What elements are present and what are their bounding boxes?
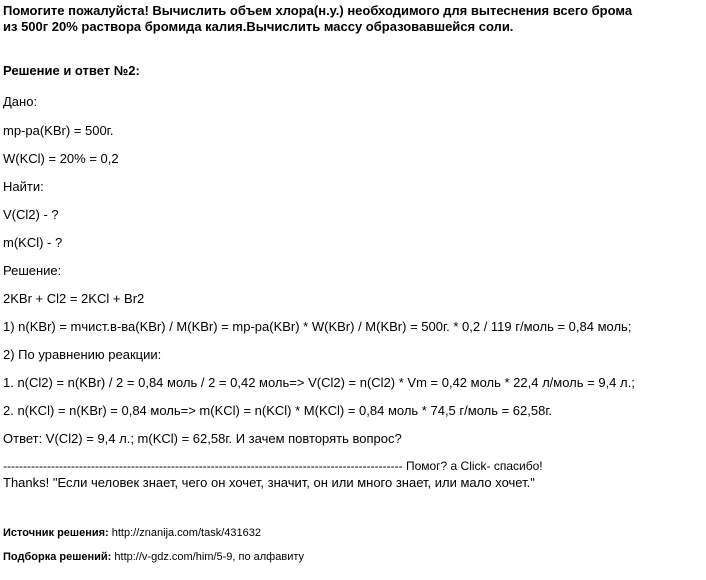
source-line [3,527,261,539]
selection-suffix: , по алфавиту [232,551,305,563]
solution-line: V(Cl2) - ? [3,207,59,222]
solution-line: m(KCl) - ? [3,235,63,250]
separator-dashes: ---------------------------------------------------------------------------------------------------- [3,459,403,473]
thanks-quote: Thanks! "Если человек знает, чего он хочет, значит, он или много знает, или мало хочет." [3,475,535,490]
solution-line: 1. n(Cl2) = n(KBr) / 2 = 0,84 моль / 2 = 0,42 моль=> V(Cl2) = n(Cl2) * Vm = 0,42 моль * 22,4 л/моль = 9,4 л.; [3,375,635,390]
solution-line: 2KBr + Cl2 = 2KCl + Br2 [3,291,145,306]
solution-line: 2) По уравнению реакции: [3,347,162,362]
selection-link[interactable]: http://v-gdz.com/him/5-9 [114,551,233,563]
solution-line: W(KCl) = 20% = 0,2 [3,151,119,166]
question-text [3,3,706,35]
source-link[interactable]: http://znanija.com/task/431632 [111,527,261,539]
question-line-1: Помогите пожалуйста! Вычислить объем хлора(н.у.) необходимого для вытеснения всего брома [3,3,633,18]
thanks-prompt: Помог? а Click- спасибо! [402,459,543,473]
selection-label: Подборка решений: [3,551,112,563]
solution-line: 2. n(KCl) = n(KBr) = 0,84 моль=> m(KCl) = n(KCl) * M(KCl) = 0,84 моль * 74,5 г/моль = 62,58г. [3,403,553,418]
source-label: Источник решения: [3,527,109,539]
selection-line [3,551,304,563]
solution-title: Решение и ответ №2: [3,63,140,78]
separator-line [3,459,543,473]
solution-line: Найти: [3,179,44,194]
solution-line: 1) n(KBr) = mчист.в-ва(KBr) / M(KBr) = mр-ра(KBr) * W(KBr) / M(KBr) = 500г. * 0,2 / 119 г/моль = 0,84 моль; [3,319,632,334]
question-line-2: из 500г 20% раствора бромида калия.Вычислить массу образовавшейся соли. [3,19,514,34]
answer-line: Ответ: V(Cl2) = 9,4 л.; m(KCl) = 62,58г. И зачем повторять вопрос? [3,431,402,446]
solution-line: Дано: [3,94,38,109]
solution-line: mр-ра(KBr) = 500г. [3,123,114,138]
solution-line: Решение: [3,263,62,278]
